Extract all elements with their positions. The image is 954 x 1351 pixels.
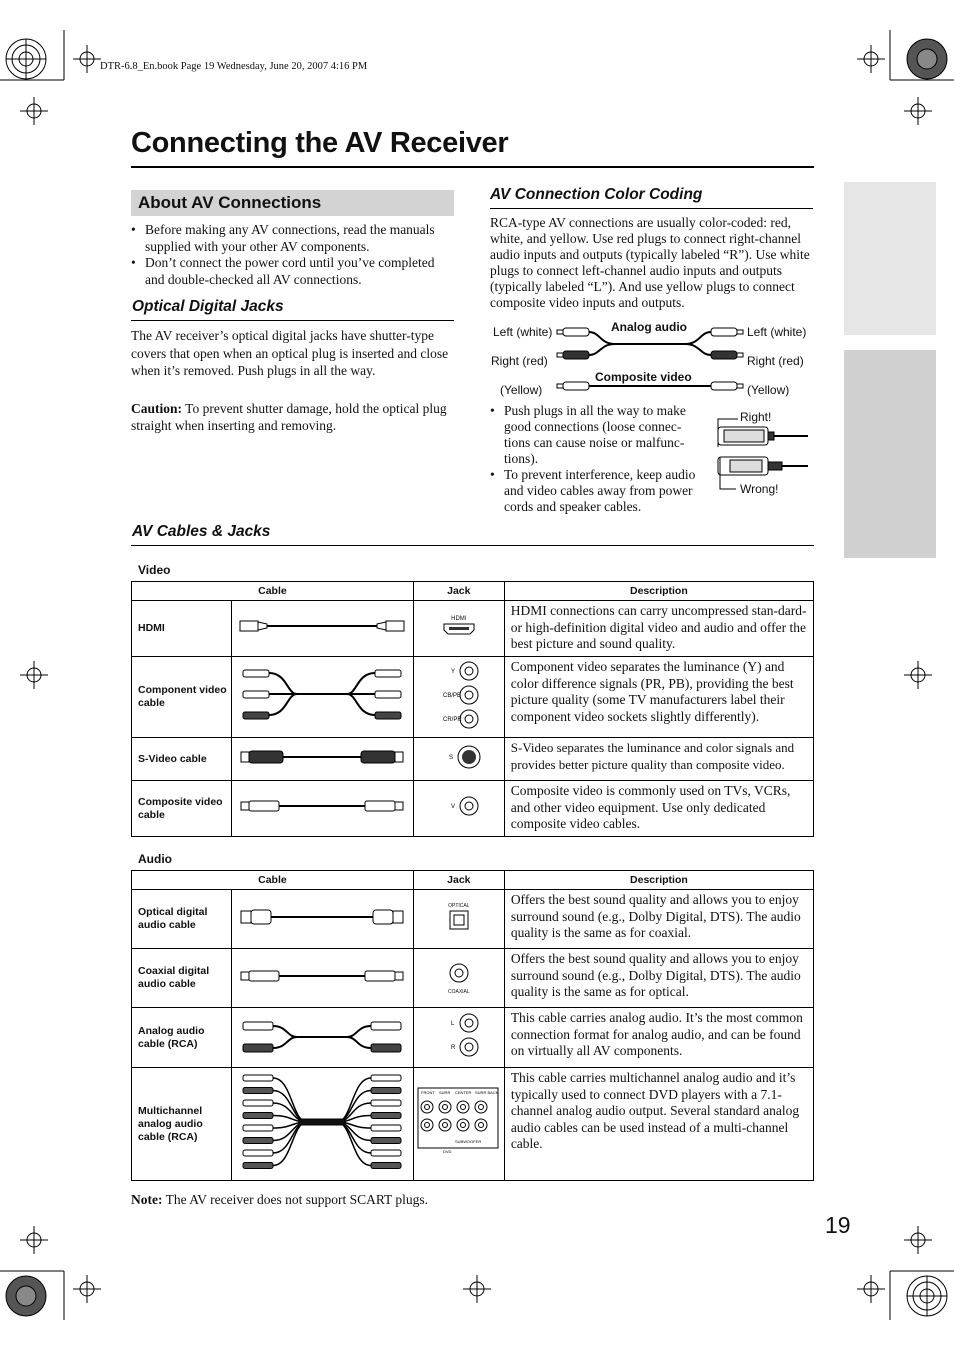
col-cable: Cable bbox=[132, 871, 414, 890]
table-row bbox=[132, 1068, 814, 1181]
component-cable-image bbox=[231, 657, 413, 738]
s-video-jack bbox=[413, 738, 504, 781]
col-jack: Jack bbox=[413, 871, 504, 890]
jack-label: OPTICAL bbox=[448, 902, 470, 909]
analog-jacks bbox=[413, 1008, 504, 1068]
left-white-label-right: Left (white) bbox=[747, 325, 807, 339]
wrong-plug-label: Wrong! bbox=[740, 482, 779, 496]
page-title: Connecting the AV Receiver bbox=[131, 127, 509, 159]
jack-label: CB/PB bbox=[442, 692, 461, 699]
about-heading: About AV Connections bbox=[138, 193, 322, 212]
color-bullet: • Push plugs in all the way to make good connections (loose connec-tions can cause noise or malfunc-tions). bbox=[490, 403, 705, 467]
jack-label: SUBWOOFER bbox=[454, 1138, 482, 1144]
table-row bbox=[132, 781, 814, 837]
cable-description: Offers the best sound quality and allows you to enjoy surround sound (e.g., Dolby Digital, DTS). The audio quality is the same as for coaxial. bbox=[504, 890, 813, 949]
jack-label: CENTER bbox=[454, 1089, 472, 1095]
title-rule bbox=[131, 166, 814, 168]
s-video-cable-image bbox=[231, 738, 413, 781]
cable-description: Component video separates the luminance (Y) and color difference signals (PR, PB), providing the best picture quality (some TV manufacturers label their component video sockets slightly differently). bbox=[504, 657, 813, 738]
cables-rule bbox=[131, 545, 814, 546]
video-table bbox=[131, 581, 814, 837]
jack-label: V bbox=[450, 804, 455, 810]
table-row bbox=[132, 738, 814, 781]
cable-name: Composite video cable bbox=[132, 781, 232, 837]
jack-label: Y bbox=[450, 668, 455, 675]
jack-label: DVD bbox=[442, 1148, 452, 1154]
analog-audio-label: Analog audio bbox=[611, 320, 687, 334]
about-bullets bbox=[131, 222, 456, 288]
jack-label: COAXIAL bbox=[447, 988, 470, 995]
audio-label: Audio bbox=[138, 852, 172, 866]
optical-jack bbox=[413, 890, 504, 949]
color-coding-diagram bbox=[555, 322, 745, 398]
table-row bbox=[132, 657, 814, 738]
s-video-desc: S-Video separates the luminance and color signals and provides better picture quality than composite video. bbox=[510, 740, 795, 772]
jack-label: SURR BACK bbox=[474, 1089, 499, 1095]
component-jacks bbox=[413, 657, 504, 738]
optical-heading: Optical Digital Jacks bbox=[132, 298, 284, 315]
composite-cable-image bbox=[231, 781, 413, 837]
jack-label: R bbox=[450, 1045, 456, 1051]
color-coding-bullets bbox=[490, 403, 705, 515]
cable-name: Coaxial digital audio cable bbox=[132, 949, 232, 1008]
optical-cable-image bbox=[231, 890, 413, 949]
right-red-label-right: Right (red) bbox=[747, 354, 804, 368]
note-label: Note: bbox=[131, 1192, 163, 1207]
left-white-label: Left (white) bbox=[493, 325, 553, 339]
page-number: 19 bbox=[825, 1212, 851, 1238]
color-coding-rule bbox=[490, 208, 813, 209]
composite-video-label: Composite video bbox=[595, 370, 692, 384]
optical-text: The AV receiver’s optical digital jacks have shutter-type covers that open when an optical plug is inserted and close when it’s removed. Push plugs in all the way. bbox=[131, 328, 449, 378]
cable-description: Offers the best sound quality and allows you to enjoy surround sound (e.g., Dolby Digital, DTS). The audio quality is the same as for optical. bbox=[504, 949, 813, 1008]
about-bullet: • Before making any AV connections, read the manuals supplied with your other AV components. bbox=[131, 222, 456, 255]
cable-name: Component video cable bbox=[132, 657, 232, 738]
optical-caution bbox=[131, 400, 456, 434]
color-coding-text: RCA-type AV connections are usually color-coded: red, white, and yellow. Use red plugs to connect right-channel audio inputs and outputs (typically labeled “R”). Use white plugs to connect left-channel audio inputs and outputs (typically labeled “L”). And use yellow plugs to connect composite video inputs and outputs. bbox=[490, 215, 810, 310]
about-heading-box bbox=[131, 190, 454, 216]
cable-name: Analog audio cable (RCA) bbox=[132, 1008, 232, 1068]
cable-name: S-Video cable bbox=[132, 738, 232, 781]
coaxial-cable-image bbox=[231, 949, 413, 1008]
col-cable: Cable bbox=[132, 582, 414, 601]
hdmi-cable-image bbox=[231, 601, 413, 657]
col-jack: Jack bbox=[413, 582, 504, 601]
table-row bbox=[132, 1008, 814, 1068]
header-line: DTR-6.8_En.book Page 19 Wednesday, June 20, 2007 4:16 PM bbox=[100, 61, 368, 72]
yellow-label-right: (Yellow) bbox=[747, 383, 790, 397]
audio-table bbox=[131, 870, 814, 1181]
color-bullet: • To prevent interference, keep audio and video cables away from power cords and speaker cables. bbox=[490, 467, 705, 515]
composite-jack bbox=[413, 781, 504, 837]
cable-name: HDMI bbox=[132, 601, 232, 657]
cable-description bbox=[504, 738, 813, 781]
caution-text: To prevent shutter damage, hold the optical plug straight when inserting and removing. bbox=[131, 401, 447, 433]
coaxial-jack bbox=[413, 949, 504, 1008]
color-coding-heading: AV Connection Color Coding bbox=[490, 186, 703, 203]
yellow-label: (Yellow) bbox=[500, 383, 543, 397]
hdmi-jack bbox=[413, 601, 504, 657]
optical-rule bbox=[131, 320, 454, 321]
right-plug-label: Right! bbox=[740, 410, 772, 424]
table-row bbox=[132, 890, 814, 949]
col-desc: Description bbox=[504, 871, 813, 890]
plug-insertion-diagram bbox=[710, 415, 810, 493]
right-red-label: Right (red) bbox=[491, 354, 548, 368]
about-bullet: • Don’t connect the power cord until you’ve completed and double-checked all AV connections. bbox=[131, 255, 456, 288]
cable-description: This cable carries analog audio. It’s the most common connection format for analog audio, and can be found on virtually all AV components. bbox=[504, 1008, 813, 1068]
video-label: Video bbox=[138, 563, 171, 577]
multichannel-jacks bbox=[413, 1068, 504, 1181]
note-text: The AV receiver does not support SCART plugs. bbox=[162, 1192, 429, 1207]
jack-label: HDMI bbox=[451, 616, 467, 622]
note bbox=[131, 1192, 428, 1209]
table-row bbox=[132, 949, 814, 1008]
cable-description: Composite video is commonly used on TVs, VCRs, and other video equipment. Use only dedicated composite video cables. bbox=[504, 781, 813, 837]
cable-description: This cable carries multichannel analog audio and it’s typically used to connect DVD players with a 7.1-channel analog audio output. Several standard analog audio cables can be used instead of a multi-channel cable. bbox=[504, 1068, 813, 1181]
jack-label: CR/PR bbox=[442, 716, 462, 723]
jack-label: L bbox=[450, 1021, 455, 1027]
jack-label: SURR bbox=[438, 1089, 451, 1095]
cable-description: HDMI connections can carry uncompressed stan-dard- or high-definition digital video and audio and offer the best picture and sound quality. bbox=[504, 601, 813, 657]
table-row bbox=[132, 601, 814, 657]
side-tab-dark bbox=[844, 350, 936, 558]
jack-label: S bbox=[448, 754, 453, 761]
multichannel-cable-image bbox=[231, 1068, 413, 1181]
cable-name: Optical digital audio cable bbox=[132, 890, 232, 949]
caution-label: Caution: bbox=[131, 401, 183, 416]
cables-heading: AV Cables & Jacks bbox=[132, 523, 271, 540]
analog-cable-image bbox=[231, 1008, 413, 1068]
jack-label: FRONT bbox=[420, 1089, 435, 1095]
side-tab-light bbox=[844, 182, 936, 335]
col-desc: Description bbox=[504, 582, 813, 601]
cable-name: Multichannel analog audio cable (RCA) bbox=[132, 1068, 232, 1181]
